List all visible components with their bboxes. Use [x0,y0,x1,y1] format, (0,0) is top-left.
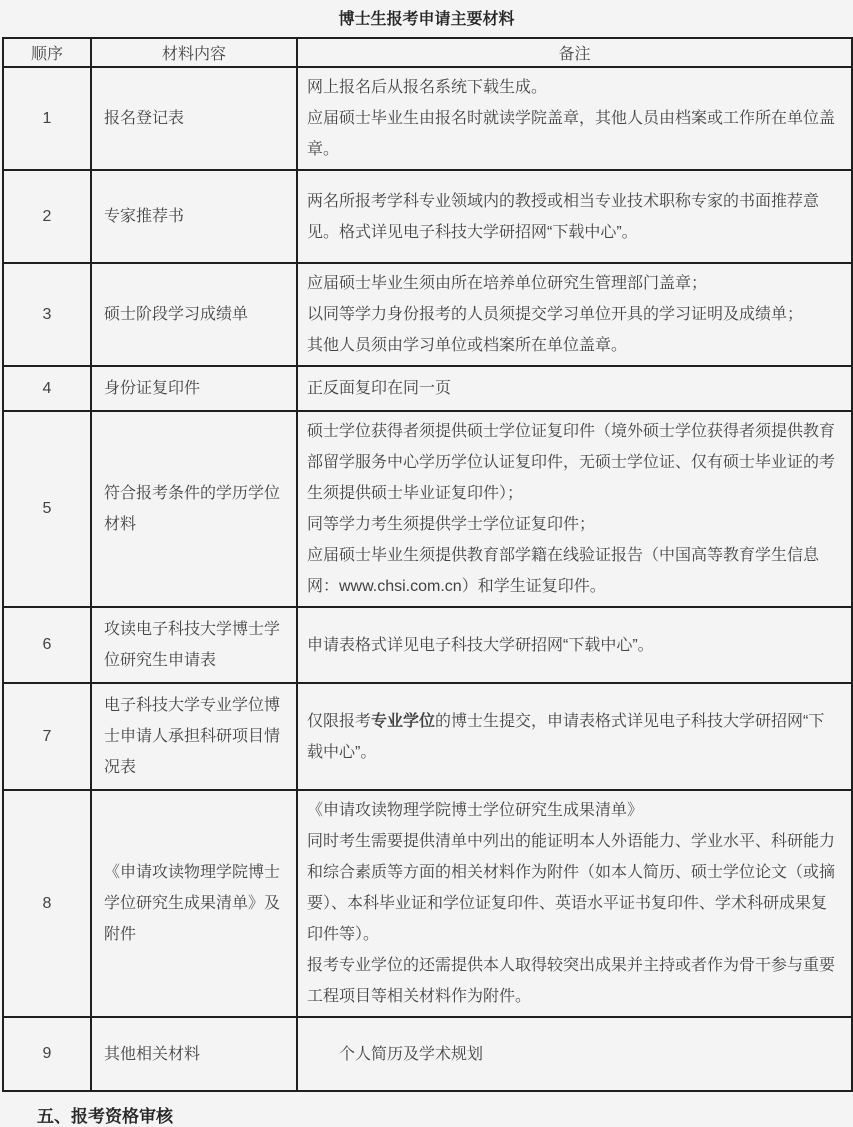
table-header-row [3,38,852,67]
materials-table [2,37,853,1092]
table-row [3,607,852,683]
cell-material: 《申请攻读物理学院博士学位研究生成果清单》及附件 [91,790,297,1017]
cell-remark [297,411,852,607]
cell-remark [297,790,852,1017]
table-row [3,263,852,366]
remark-paragraph: 两名所报考学科专业领域内的教授或相当专业技术职称专家的书面推荐意见。格式详见电子科技大学研招网“下载中心”。 [307,192,820,241]
cell-material: 电子科技大学专业学位博士申请人承担科研项目情况表 [91,683,297,790]
cell-order: 2 [3,170,91,263]
cell-remark [297,263,852,366]
cell-order: 1 [3,67,91,170]
table-row [3,170,852,263]
remark-paragraph: 申请表格式详见电子科技大学研招网“下载中心”。 [307,636,654,654]
cell-order: 6 [3,607,91,683]
table-row [3,366,852,411]
section-heading: 五、报考资格审核 [37,1107,173,1126]
remark-paragraph: 《申请攻读物理学院博士学位研究生成果清单》 [307,802,644,819]
cell-remark [297,366,852,411]
cell-material: 其他相关材料 [91,1017,297,1091]
remark-paragraph: 正反面复印在同一页 [307,380,452,397]
table-body [3,67,852,1091]
cell-material: 符合报考条件的学历学位材料 [91,411,297,607]
cell-material: 专家推荐书 [91,170,297,263]
cell-remark [297,67,852,170]
cell-remark [297,170,852,263]
remark-paragraph: 其他人员须由学习单位或档案所在单位盖章。 [307,337,628,354]
cell-material: 硕士阶段学习成绩单 [91,263,297,366]
header-cell-order: 顺序 [3,38,91,67]
cell-material: 身份证复印件 [91,366,297,411]
remark-paragraph: 仅限报考专业学位的博士生提交，申请表格式详见电子科技大学研招网“下载中心”。 [307,712,825,761]
remark-paragraph: 报考专业学位的还需提供本人取得较突出成果并主持或者作为骨干参与重要工程项目等相关材料作为附件。 [307,957,836,1005]
cell-material: 报名登记表 [91,67,297,170]
table-row [3,790,852,1017]
cell-remark [297,683,852,790]
remark-paragraph: 应届硕士毕业生须提供教育部学籍在线验证报告（中国高等教育学生信息网：www.chsi.com.cn）和学生证复印件。 [307,547,820,595]
remark-paragraph: 应届硕士毕业生须由所在培养单位研究生管理部门盖章； [307,275,708,292]
cell-order: 3 [3,263,91,366]
remark-paragraph: 以同等学力身份报考的人员须提交学习单位开具的学习证明及成绩单； [307,306,804,323]
remark-paragraph: 硕士学位获得者须提供硕士学位证复印件（境外硕士学位获得者须提供教育部留学服务中心学历学位认证复印件，无硕士学位证、仅有硕士毕业证的考生须提供硕士毕业证复印件）； [307,423,836,502]
page-title: 博士生报考申请主要材料 [338,11,515,28]
header-cell-material: 材料内容 [91,38,297,67]
cell-order: 5 [3,411,91,607]
cell-remark [297,607,852,683]
table-row [3,1017,852,1091]
cell-order: 8 [3,790,91,1017]
cell-order: 4 [3,366,91,411]
cell-remark [297,1017,852,1091]
table-row [3,67,852,170]
remark-paragraph: 网上报名后从报名系统下载生成。 [307,79,548,96]
header-cell-remark: 备注 [297,38,852,67]
remark-paragraph: 同等学力考生须提供学士学位证复印件； [307,516,596,533]
remark-paragraph: 个人简历及学术规划 [307,1045,484,1063]
cell-order: 9 [3,1017,91,1091]
cell-order: 7 [3,683,91,790]
remark-paragraph: 应届硕士毕业生由报名时就读学院盖章，其他人员由档案或工作所在单位盖章。 [307,110,836,158]
table-row [3,683,852,790]
cell-material: 攻读电子科技大学博士学位研究生申请表 [91,607,297,683]
table-row [3,411,852,607]
remark-paragraph: 同时考生需要提供清单中列出的能证明本人外语能力、学业水平、科研能力和综合素质等方面的相关材料作为附件（如本人简历、硕士学位论文（或摘要）、本科毕业证和学位证复印件、英语水平证书复印件、学术科研成果复印件等）。 [307,833,836,943]
